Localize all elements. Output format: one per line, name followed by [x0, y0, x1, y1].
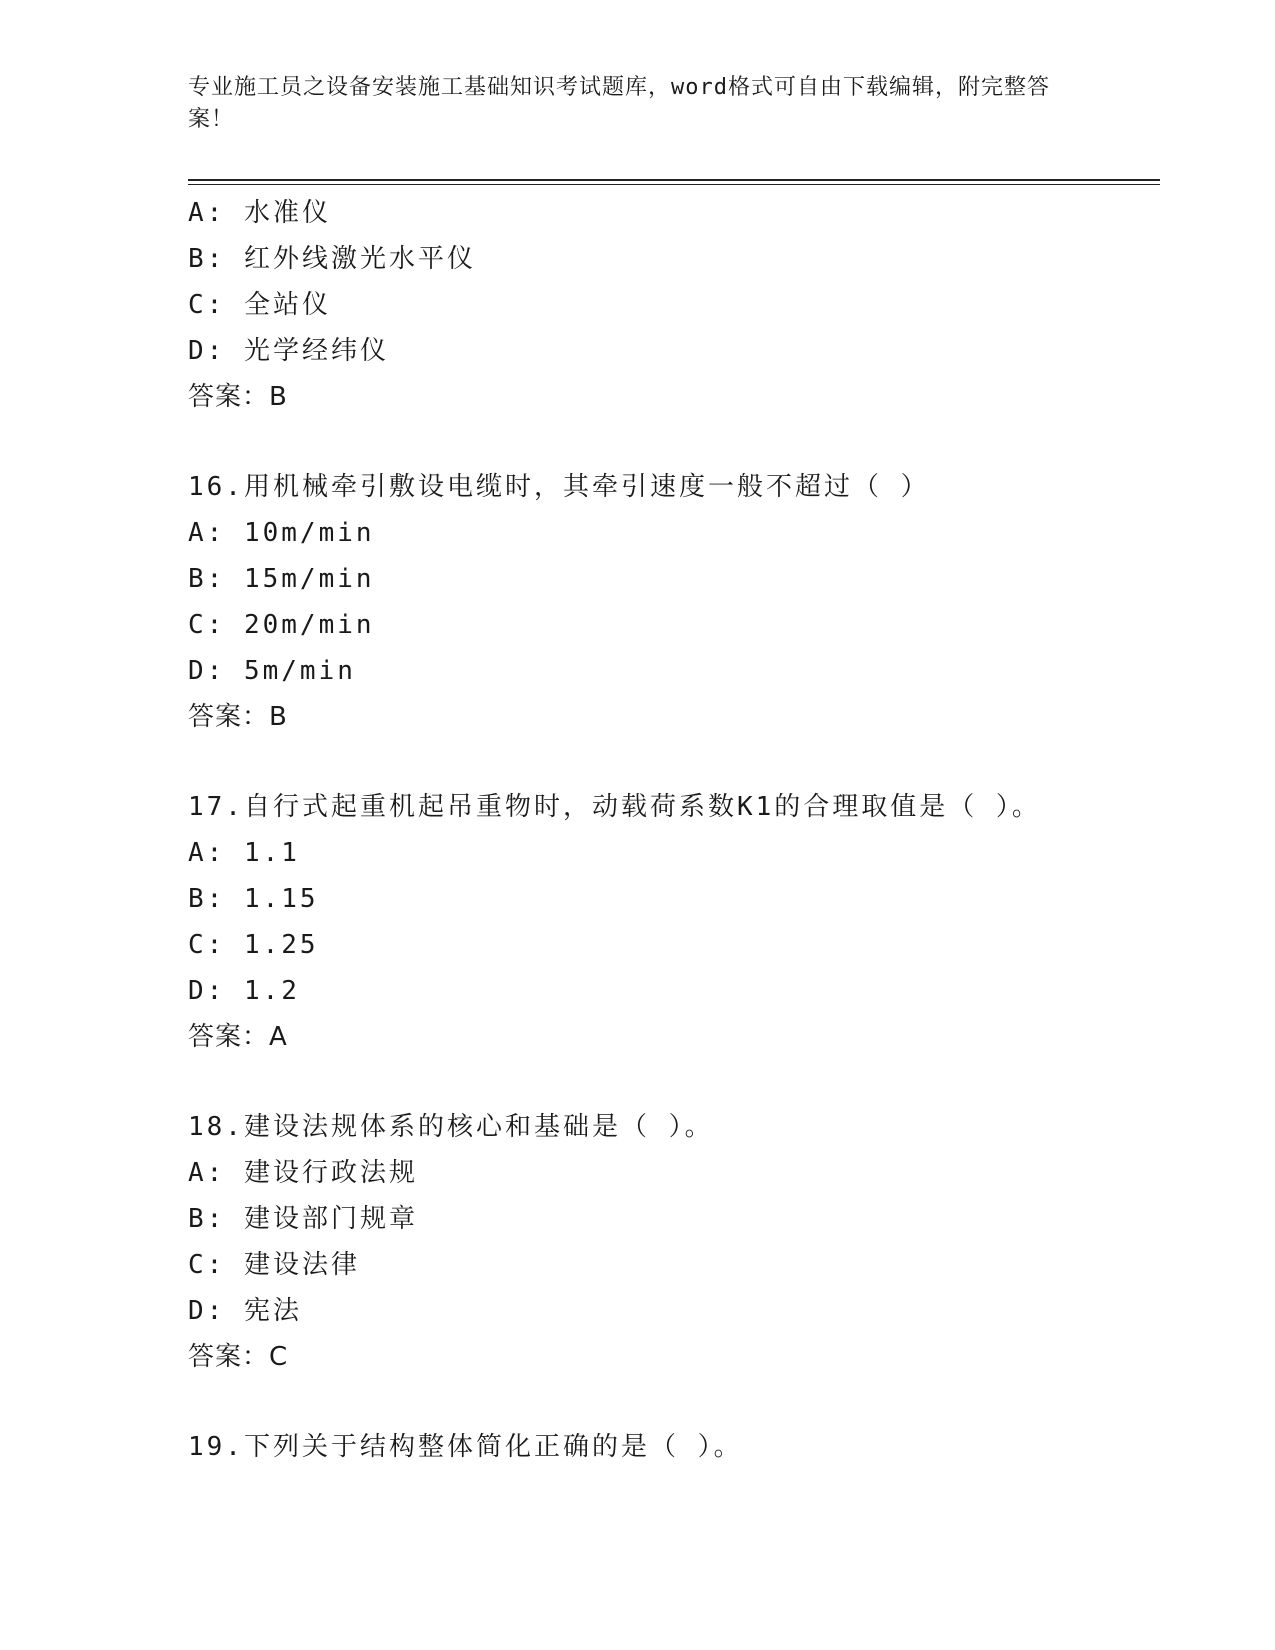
option-d: D: 宪法 [188, 1296, 302, 1326]
option-b: B: 建设部门规章 [188, 1204, 418, 1234]
question-block-16 [188, 464, 1160, 740]
spacer [188, 1380, 1160, 1424]
option-a: A: 1.1 [188, 838, 300, 868]
option-c: C: 建设法律 [188, 1250, 360, 1280]
option-d: D: 5m/min [188, 656, 356, 686]
answer-line: 答案：B [188, 702, 288, 732]
document-title: 专业施工员之设备安装施工基础知识考试题库，word格式可自由下载编辑，附完整答案！ [188, 75, 1050, 132]
option-b: B: 红外线激光水平仪 [188, 244, 476, 274]
option-c: C: 20m/min [188, 610, 375, 640]
answer-line: 答案：C [188, 1342, 289, 1372]
option-a: A: 建设行政法规 [188, 1158, 418, 1188]
option-b: B: 1.15 [188, 884, 319, 914]
question-stem: 19.下列关于结构整体简化正确的是（ ）。 [188, 1432, 743, 1462]
question-stem: 16.用机械牵引敷设电缆时，其牵引速度一般不超过（ ） [188, 472, 930, 502]
question-block-19 [188, 1424, 1160, 1470]
option-a: A: 水准仪 [188, 198, 331, 228]
spacer [188, 740, 1160, 784]
option-b: B: 15m/min [188, 564, 375, 594]
spacer [188, 420, 1160, 464]
option-d: D: 光学经纬仪 [188, 336, 389, 366]
answer-line: 答案：A [188, 1022, 288, 1052]
question-stem: 17.自行式起重机起吊重物时，动载荷系数K1的合理取值是（ ）。 [188, 792, 1041, 822]
spacer [188, 1060, 1160, 1104]
header-divider-thick [188, 179, 1160, 181]
option-d: D: 1.2 [188, 976, 300, 1006]
answer-line: 答案：B [188, 382, 288, 412]
option-c: C: 全站仪 [188, 290, 331, 320]
question-block-17 [188, 784, 1160, 1060]
document-header [188, 72, 1068, 136]
question-block-15 [188, 190, 1160, 420]
question-block-18 [188, 1104, 1160, 1380]
option-c: C: 1.25 [188, 930, 319, 960]
question-stem: 18.建设法规体系的核心和基础是（ ）。 [188, 1112, 714, 1142]
question-list [188, 190, 1160, 1470]
header-divider-thin [188, 184, 1160, 185]
option-a: A: 10m/min [188, 518, 375, 548]
